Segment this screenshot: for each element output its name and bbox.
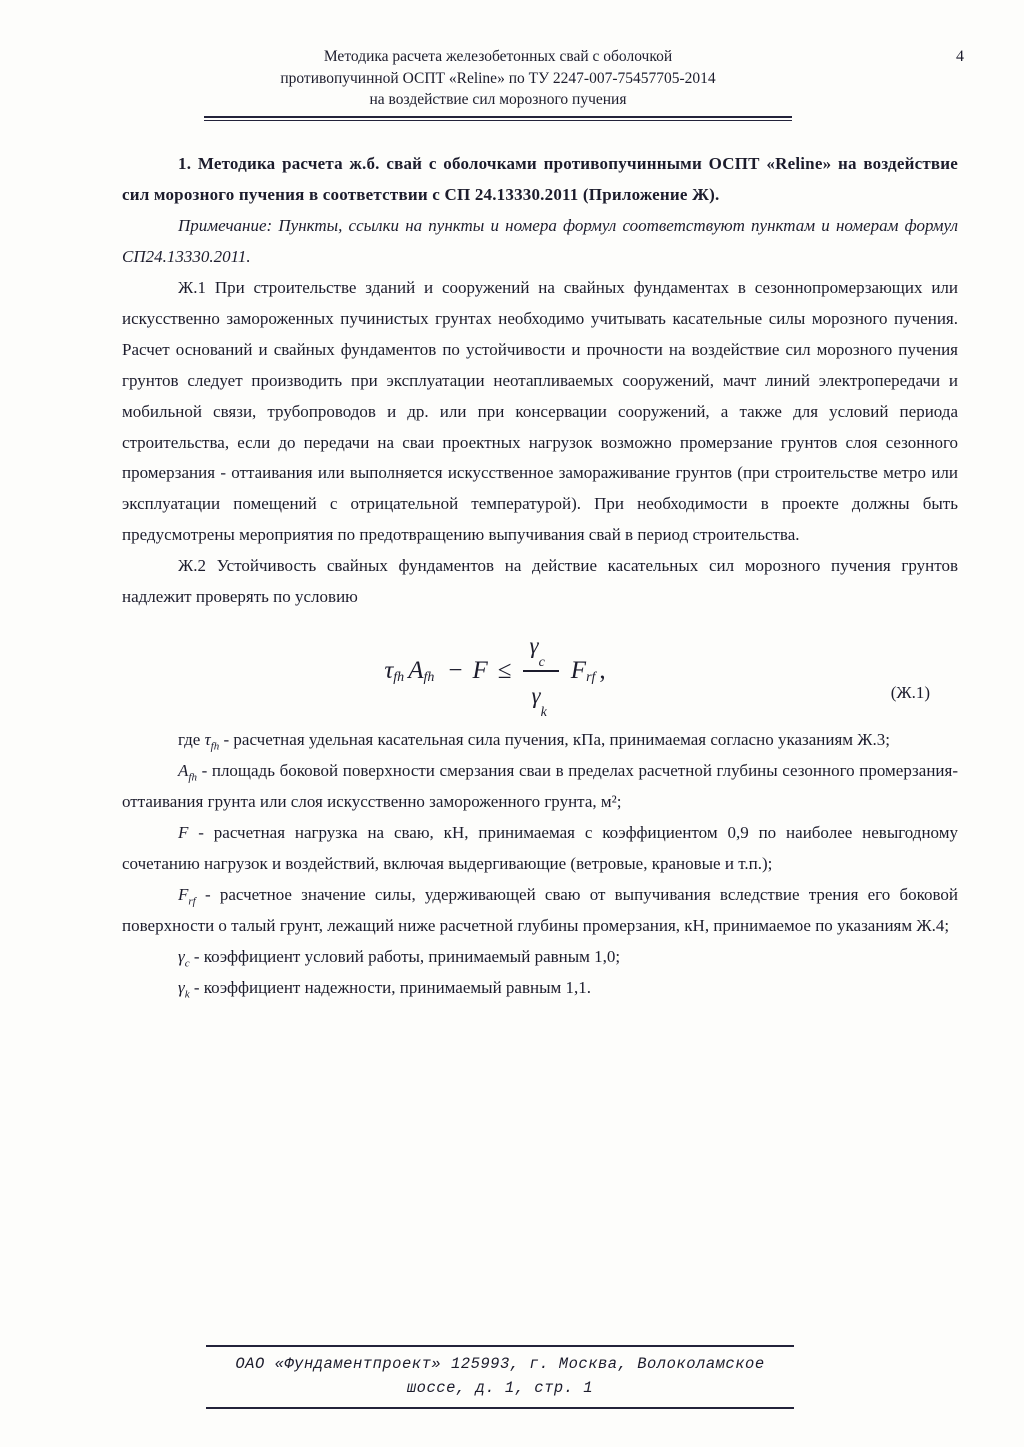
- formula-comma: ,: [599, 657, 606, 685]
- definition-text: - расчетная нагрузка на сваю, кН, принимаемая с коэффициентом 0,9 по наиболее невыгодному сочетанию нагрузок и воздействий, включая выдергивающие (ветровые, крановые и т.п.);: [122, 822, 958, 873]
- section-title: 1. Методика расчета ж.б. свай с оболочками противопучинными ОСПТ «Reline» на воздействие сил морозного пучения в соответствии с СП 24.13330.2011 (Приложение Ж).: [122, 154, 958, 204]
- definition-symbol-sub: k: [184, 988, 190, 1001]
- gamma-c: γ: [529, 633, 539, 659]
- definition-tau-fh: [122, 725, 958, 756]
- formula-zh1: τ $_{fh}$ A $_{fh}$ − F ≤ $\frac{\gamma_c}{\gamma_k}$ F $_{rf}$ ,: [384, 625, 605, 717]
- definition-text: - коэффициент условий работы, принимаемый равным 1,0;: [189, 946, 621, 966]
- formula-minus: −: [448, 657, 463, 685]
- definition-symbol: F: [178, 884, 189, 904]
- definition-symbol: γ: [178, 946, 185, 966]
- definition-symbol-sub: c: [184, 957, 190, 970]
- header-rule: [204, 116, 792, 121]
- definition-gamma-c: [122, 942, 958, 973]
- definition-text: - расчетное значение силы, удерживающей сваю от выпучивания вследствие трения его боковой поверхности о талый грунт, лежащий ниже расчетной глубины промерзания, кН, принимаемое по указаниям Ж.4;: [122, 884, 958, 935]
- formula-A: A: [408, 657, 424, 685]
- formula-number: (Ж.1): [890, 683, 930, 703]
- gamma-k: γ: [531, 683, 541, 709]
- definition-text: - площадь боковой поверхности смерзания сваи в пределах расчетной глубины сезонного промерзания-оттаивания грунта или слоя искусственно замороженного грунта, м²;: [122, 761, 958, 811]
- formula-fraction: [523, 625, 558, 720]
- formula-F: F: [472, 657, 488, 685]
- definition-text: - коэффициент надежности, принимаемый равным 1,1.: [189, 977, 592, 997]
- formula-tau: τ: [384, 657, 394, 685]
- page-number: 4: [956, 48, 964, 65]
- definition-lead: где: [178, 730, 205, 750]
- definition-gamma-k: [122, 973, 958, 1004]
- note-paragraph: Примечание: Пункты, ссылки на пункты и номера формул соответствуют пунктам и номерам формул СП24.13330.2011.: [122, 215, 958, 266]
- footer-line-1: ОАО «Фундаментпроект» 125993, г. Москва, Волоколамское: [235, 1354, 765, 1373]
- header-line-1: Методика расчета железобетонных свай с оболочкой: [323, 48, 673, 65]
- paragraph-zh2: Ж.2 Устойчивость свайных фундаментов на действие касательных сил морозного пучения грунтов надлежит проверять по условию: [122, 556, 958, 607]
- page-footer: [206, 1345, 794, 1409]
- formula-Frf: F: [570, 657, 587, 685]
- formula-block: [122, 623, 958, 719]
- footer-line-2: шоссе, д. 1, стр. 1: [406, 1378, 594, 1397]
- fraction-numerator: [523, 625, 558, 672]
- header-line-2: противопучинной ОСПТ «Reline» по ТУ 2247-007-75457705-2014: [280, 69, 716, 87]
- definition-symbol-sub: rf: [188, 895, 196, 908]
- gamma-c-sub: c: [538, 654, 545, 670]
- definition-symbol: A: [178, 761, 189, 781]
- definition-symbol-sub: fh: [188, 771, 197, 784]
- definition-a-fh: [122, 756, 958, 818]
- paragraph-zh1: Ж.1 При строительстве зданий и сооружений на свайных фундаментах в сезоннопромерзающих или искусственно замороженных пучинистых грунтах необходимо учитывать касательные силы морозного пучения. Расчет оснований и свайных фундаментов по устойчивости и прочности на воздействие сил морозного пучения грунтов следует производить при эксплуатации неотапливаемых сооружений, мачт линий электропередачи и мобильной связи, трубопроводов и др. или при консервации сооружений, а также для условий периода строительства, если до передачи на сваи проектных нагрузок возможно промерзание грунтов слоя сезонного промерзания - оттаивания или выполняется искусственное замораживание грунтов (при строительстве метро или эксплуатации помещений с отрицательной температурой). При необходимости в проекте должны быть предусмотрены мероприятия по предотвращению выпучивания свай в период строительства.: [122, 277, 958, 545]
- definition-symbol-sub: fh: [210, 740, 220, 753]
- definition-symbol: F: [178, 822, 189, 842]
- fraction-denominator: [525, 672, 556, 720]
- document-body: [122, 149, 958, 1004]
- formula-leq: ≤: [497, 657, 512, 685]
- definition-f: [122, 818, 958, 880]
- definition-symbol: γ: [178, 977, 185, 997]
- definition-f-rf: [122, 880, 958, 942]
- definition-text: - расчетная удельная касательная сила пучения, кПа, принимаемая согласно указаниям Ж.3;: [219, 730, 890, 750]
- gamma-k-sub: k: [540, 704, 547, 720]
- header-line-3: на воздействие сил морозного пучения: [369, 91, 627, 109]
- definition-symbol: τ: [204, 730, 211, 750]
- page-header: [188, 46, 808, 111]
